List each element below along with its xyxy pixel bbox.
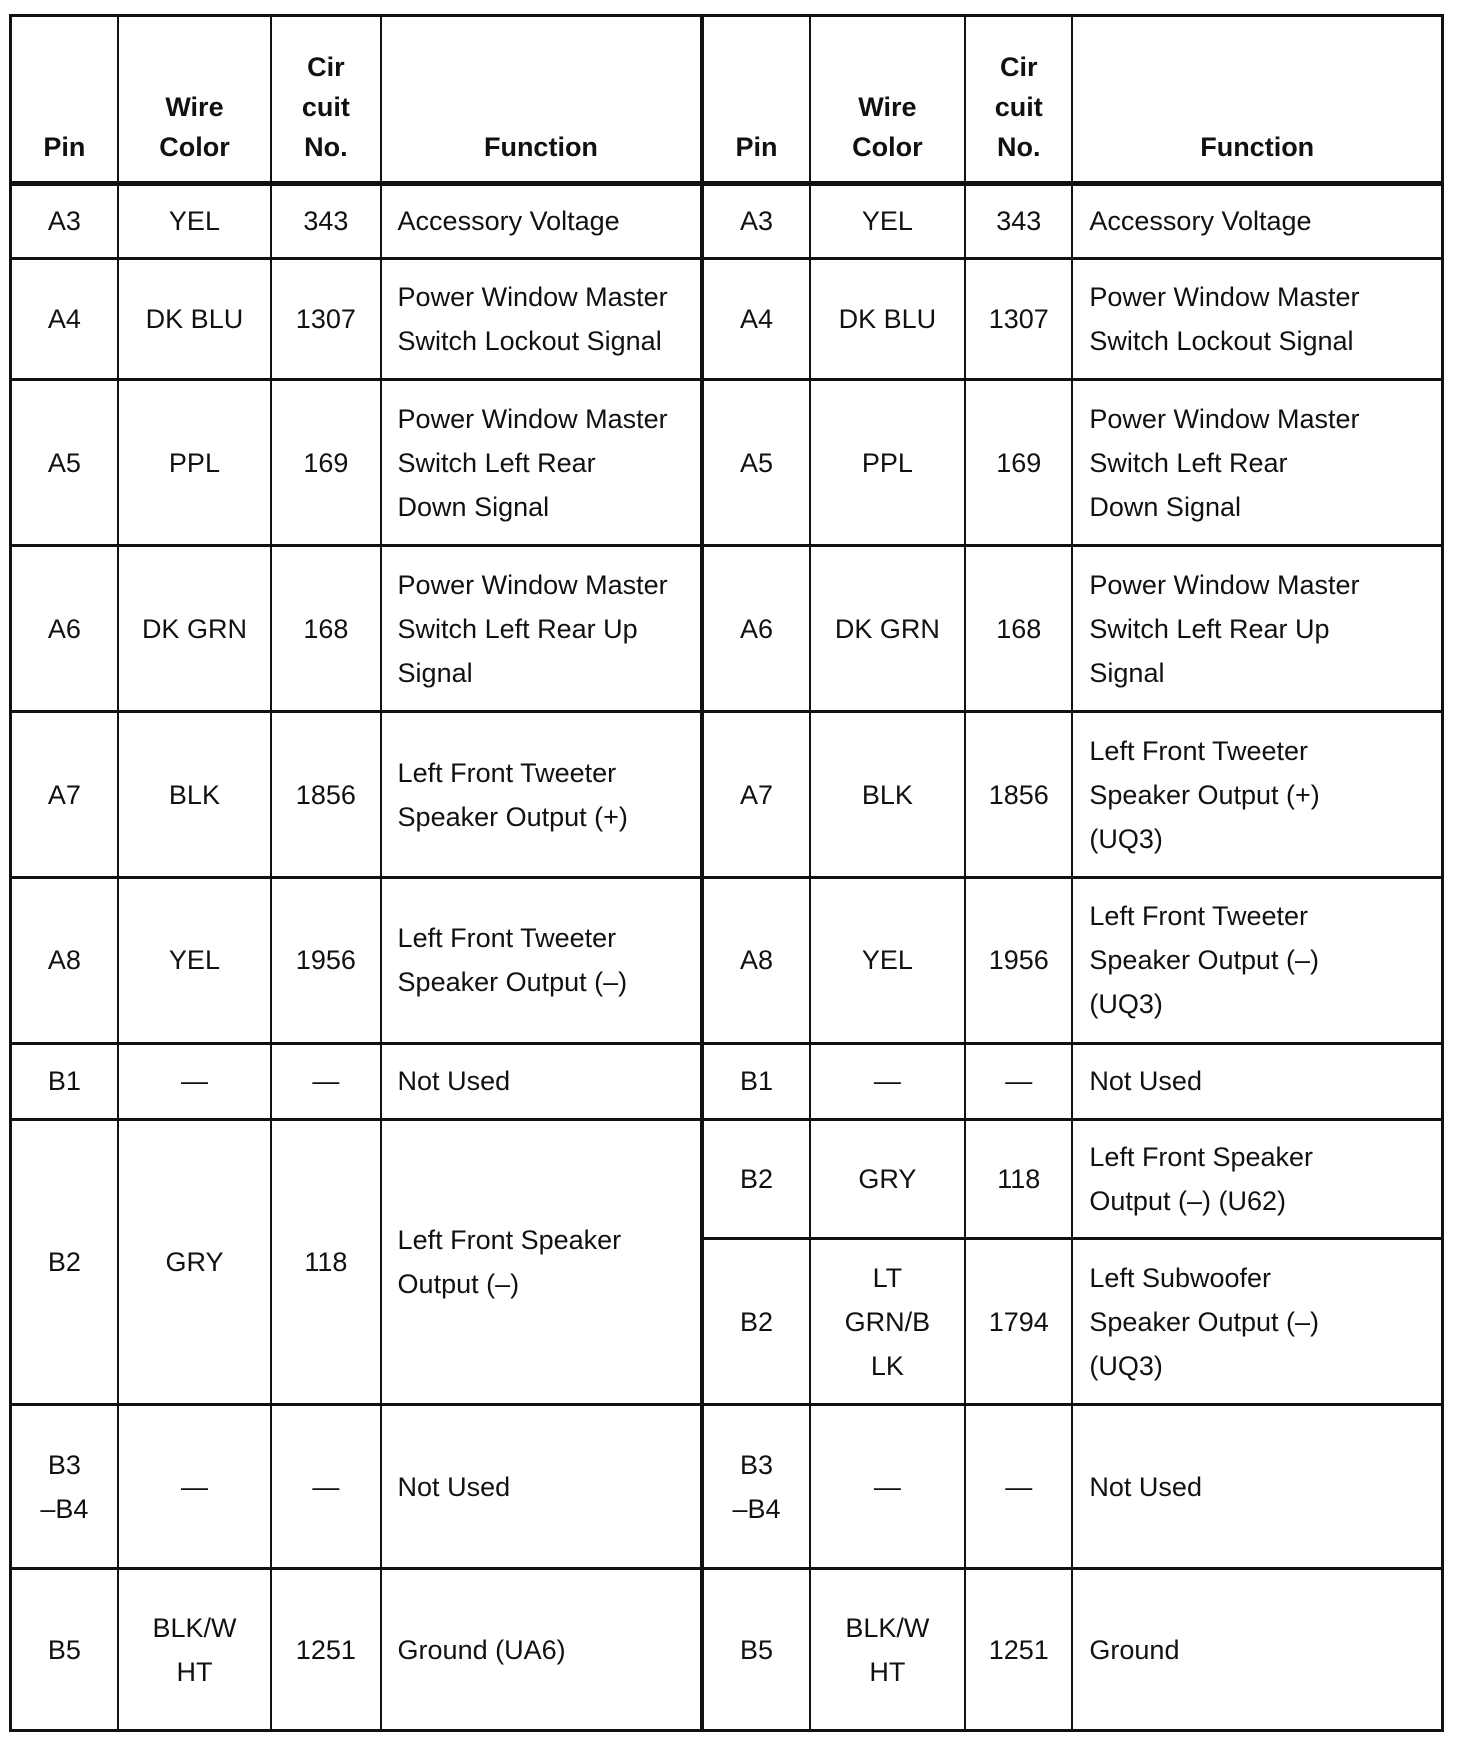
circuit-cell: 169 xyxy=(965,380,1072,546)
pin-cell: A5 xyxy=(11,380,118,546)
function-cell: Power Window Master Switch Left Rear Down Signal xyxy=(381,380,703,546)
wire-color-cell: PPL xyxy=(810,380,966,546)
pin-cell: B3 –B4 xyxy=(11,1405,118,1569)
table-row xyxy=(11,712,1443,878)
pin-cell: A6 xyxy=(11,546,118,712)
function-cell: Left Front Speaker Output (–) xyxy=(381,1119,703,1404)
circuit-cell: 118 xyxy=(965,1119,1072,1238)
pin-cell: B5 xyxy=(702,1569,809,1731)
function-cell: Accessory Voltage xyxy=(381,184,703,259)
function-cell: Accessory Voltage xyxy=(1072,184,1442,259)
pin-cell: A4 xyxy=(11,258,118,379)
pin-cell: A3 xyxy=(702,184,809,259)
wire-color-cell: YEL xyxy=(810,878,966,1044)
circuit-cell: 343 xyxy=(271,184,380,259)
pin-cell: A6 xyxy=(702,546,809,712)
function-cell: Ground (UA6) xyxy=(381,1569,703,1731)
table-row xyxy=(11,258,1443,379)
table-row xyxy=(11,1119,1443,1238)
function-cell: Not Used xyxy=(1072,1405,1442,1569)
header-pin: Pin xyxy=(11,16,118,184)
pin-cell: A4 xyxy=(702,258,809,379)
header-row xyxy=(11,16,1443,184)
header-wire-color: Wire Color xyxy=(118,16,271,184)
wire-color-cell: — xyxy=(810,1043,966,1119)
function-cell: Power Window Master Switch Lockout Signal xyxy=(1072,258,1442,379)
circuit-cell: 168 xyxy=(271,546,380,712)
function-cell: Not Used xyxy=(1072,1043,1442,1119)
function-cell: Left Subwoofer Speaker Output (–) (UQ3) xyxy=(1072,1239,1442,1405)
circuit-cell: — xyxy=(271,1405,380,1569)
pin-cell: B2 xyxy=(11,1119,118,1404)
wire-color-cell: GRY xyxy=(810,1119,966,1238)
circuit-cell: 1856 xyxy=(965,712,1072,878)
header-function: Function xyxy=(1072,16,1442,184)
circuit-cell: 118 xyxy=(271,1119,380,1404)
pin-cell: B2 xyxy=(702,1239,809,1405)
pin-cell: B2 xyxy=(702,1119,809,1238)
header-wire-color: Wire Color xyxy=(810,16,966,184)
pin-cell: B3 –B4 xyxy=(702,1405,809,1569)
table-row xyxy=(11,184,1443,259)
function-cell: Left Front Tweeter Speaker Output (+) (UQ3) xyxy=(1072,712,1442,878)
wire-color-cell: — xyxy=(118,1405,271,1569)
table-row xyxy=(11,1043,1443,1119)
pin-cell: A7 xyxy=(702,712,809,878)
wire-color-cell: LT GRN/B LK xyxy=(810,1239,966,1405)
function-cell: Not Used xyxy=(381,1405,703,1569)
wire-color-cell: BLK xyxy=(810,712,966,878)
header-circuit-no: Cir cuit No. xyxy=(965,16,1072,184)
circuit-cell: 1956 xyxy=(271,878,380,1044)
wire-color-cell: BLK xyxy=(118,712,271,878)
wire-color-cell: YEL xyxy=(118,878,271,1044)
header-circuit-no: Cir cuit No. xyxy=(271,16,380,184)
circuit-cell: 168 xyxy=(965,546,1072,712)
circuit-cell: 1307 xyxy=(271,258,380,379)
wire-color-cell: YEL xyxy=(810,184,966,259)
circuit-cell: — xyxy=(965,1043,1072,1119)
circuit-cell: 343 xyxy=(965,184,1072,259)
connector-pinout-table xyxy=(9,14,1444,1732)
pin-cell: A3 xyxy=(11,184,118,259)
circuit-cell: 1956 xyxy=(965,878,1072,1044)
wire-color-cell: — xyxy=(118,1043,271,1119)
wire-color-cell: — xyxy=(810,1405,966,1569)
table-row xyxy=(11,878,1443,1044)
wire-color-cell: PPL xyxy=(118,380,271,546)
circuit-cell: 169 xyxy=(271,380,380,546)
function-cell: Power Window Master Switch Left Rear Down Signal xyxy=(1072,380,1442,546)
wire-color-cell: DK GRN xyxy=(118,546,271,712)
pin-cell: B1 xyxy=(11,1043,118,1119)
circuit-cell: 1856 xyxy=(271,712,380,878)
wire-color-cell: GRY xyxy=(118,1119,271,1404)
function-cell: Not Used xyxy=(381,1043,703,1119)
pin-cell: A5 xyxy=(702,380,809,546)
header-pin: Pin xyxy=(702,16,809,184)
table-row xyxy=(11,1569,1443,1731)
table-row xyxy=(11,546,1443,712)
pin-cell: A8 xyxy=(11,878,118,1044)
circuit-cell: 1307 xyxy=(965,258,1072,379)
wire-color-cell: BLK/W HT xyxy=(810,1569,966,1731)
function-cell: Power Window Master Switch Lockout Signal xyxy=(381,258,703,379)
circuit-cell: — xyxy=(965,1405,1072,1569)
header-function: Function xyxy=(381,16,703,184)
wire-color-cell: DK BLU xyxy=(118,258,271,379)
function-cell: Left Front Tweeter Speaker Output (–) (UQ3) xyxy=(1072,878,1442,1044)
function-cell: Ground xyxy=(1072,1569,1442,1731)
circuit-cell: — xyxy=(271,1043,380,1119)
wire-color-cell: BLK/W HT xyxy=(118,1569,271,1731)
wire-color-cell: DK BLU xyxy=(810,258,966,379)
function-cell: Left Front Tweeter Speaker Output (–) xyxy=(381,878,703,1044)
wire-color-cell: YEL xyxy=(118,184,271,259)
wire-color-cell: DK GRN xyxy=(810,546,966,712)
function-cell: Left Front Tweeter Speaker Output (+) xyxy=(381,712,703,878)
function-cell: Power Window Master Switch Left Rear Up Signal xyxy=(1072,546,1442,712)
pin-cell: A7 xyxy=(11,712,118,878)
circuit-cell: 1794 xyxy=(965,1239,1072,1405)
circuit-cell: 1251 xyxy=(271,1569,380,1731)
function-cell: Left Front Speaker Output (–) (U62) xyxy=(1072,1119,1442,1238)
pin-cell: A8 xyxy=(702,878,809,1044)
circuit-cell: 1251 xyxy=(965,1569,1072,1731)
pin-cell: B1 xyxy=(702,1043,809,1119)
pin-cell: B5 xyxy=(11,1569,118,1731)
table-row xyxy=(11,380,1443,546)
table-row xyxy=(11,1405,1443,1569)
function-cell: Power Window Master Switch Left Rear Up Signal xyxy=(381,546,703,712)
